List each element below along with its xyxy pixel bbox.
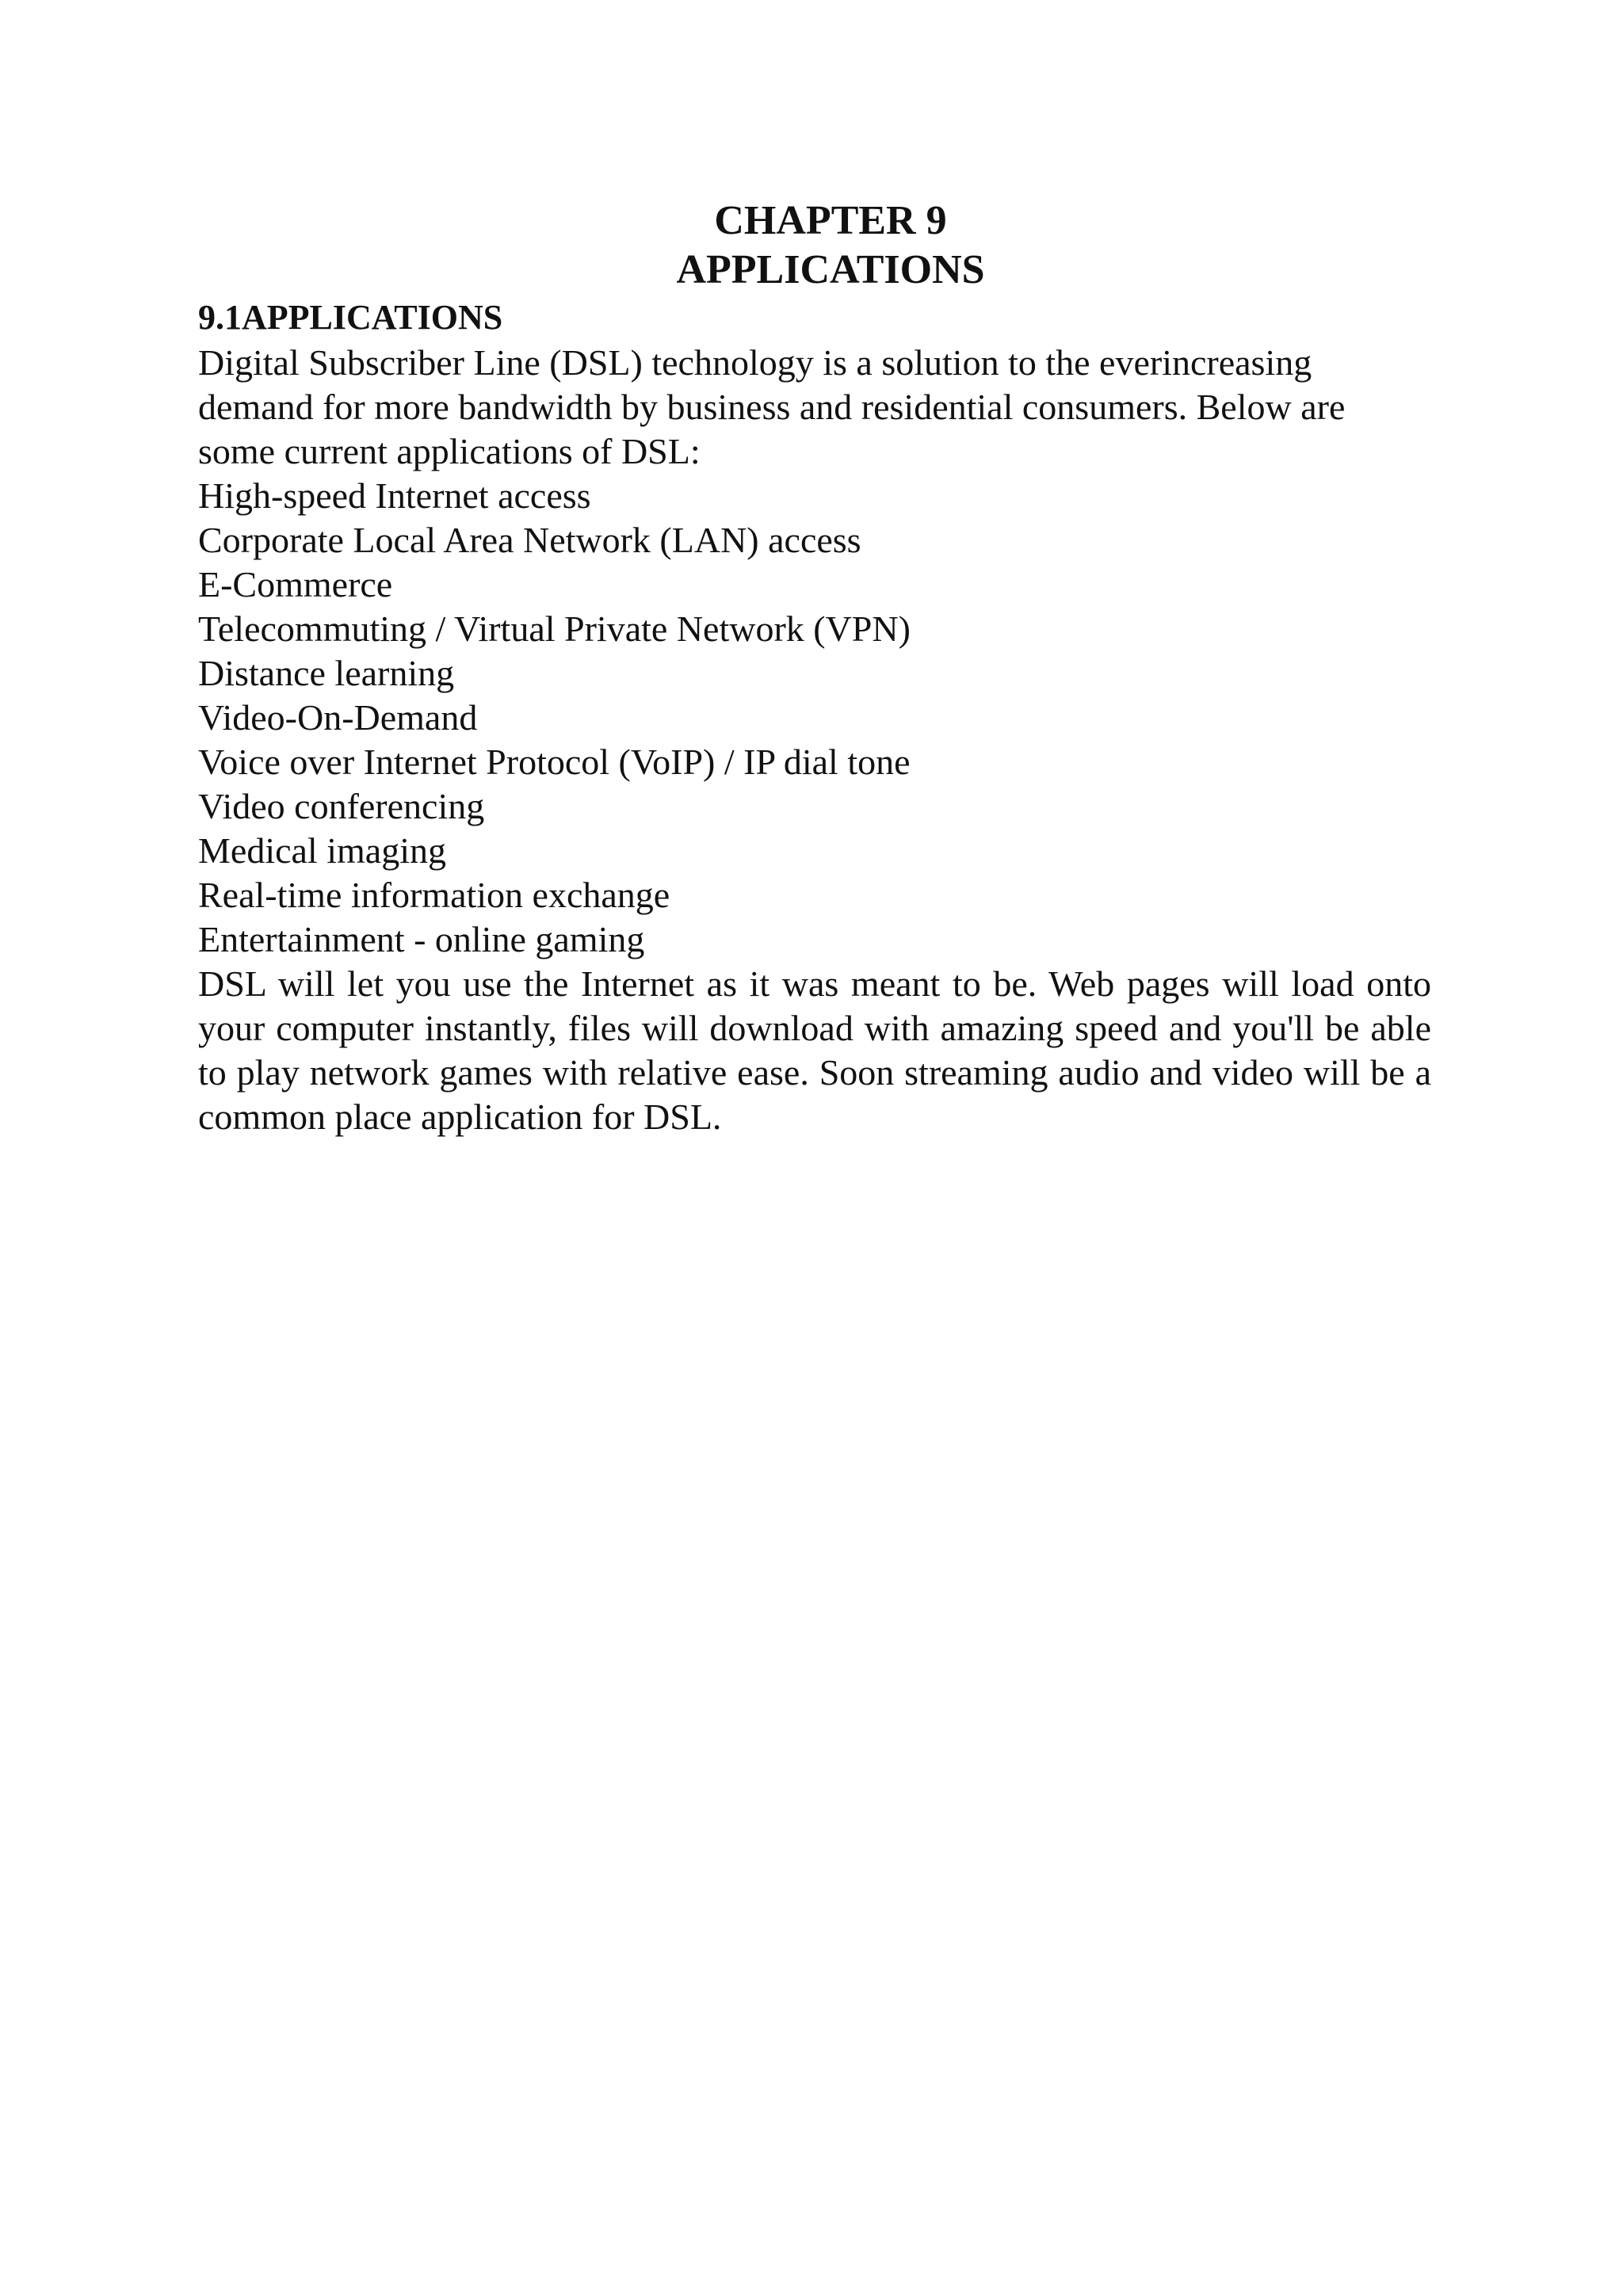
application-item: E-Commerce <box>198 564 393 605</box>
page-content <box>198 196 1431 1139</box>
application-item: Telecommuting / Virtual Private Network (VPN) <box>198 608 911 649</box>
application-item: High-speed Internet access <box>198 475 591 516</box>
intro-line: some current applications of DSL: <box>198 431 701 471</box>
application-item: Corporate Local Area Network (LAN) access <box>198 520 861 560</box>
chapter-title: APPLICATIONS <box>676 247 985 292</box>
section-heading: 9.1APPLICATIONS <box>198 298 503 337</box>
applications-list <box>198 474 1431 962</box>
intro-line: Digital Subscriber Line (DSL) technology is a solution to the everincreasing <box>198 342 1312 383</box>
application-item: Entertainment - online gaming <box>198 919 645 959</box>
application-item: Real-time information exchange <box>198 875 670 915</box>
application-item: Distance learning <box>198 653 455 693</box>
application-item: Video-On-Demand <box>198 697 478 738</box>
application-item: Medical imaging <box>198 830 446 871</box>
intro-line: demand for more bandwidth by business and residential consumers. Below are <box>198 387 1346 427</box>
application-item: Video conferencing <box>198 786 485 826</box>
closing-paragraph: DSL will let you use the Internet as it was meant to be. Web pages will load onto your computer instantly, files will download with amazing speed and you'll be able to play network games with relative ease. Soon streaming audio and video will be a common place application for DSL. <box>198 963 1431 1137</box>
application-item: Voice over Internet Protocol (VoIP) / IP dial tone <box>198 742 911 782</box>
chapter-number: CHAPTER 9 <box>714 198 947 243</box>
